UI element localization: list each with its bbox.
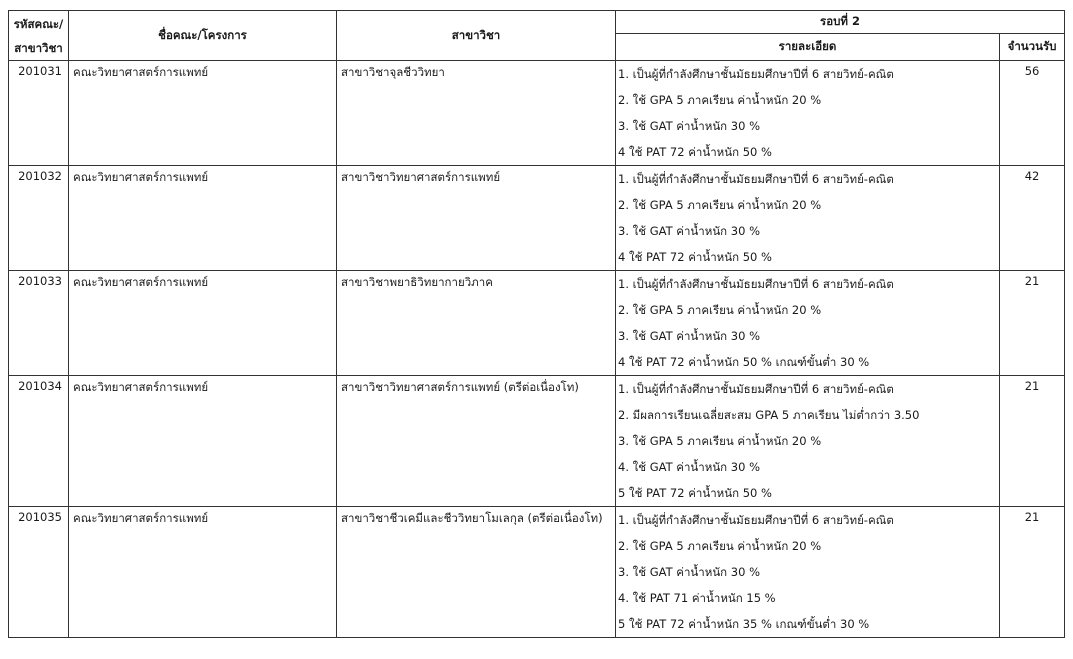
header-code-label: รหัสคณะ/ สาขาวิชา	[13, 16, 64, 55]
detail-line: 3. ใช้ GAT ค่าน้ำหนัก 30 %	[618, 224, 761, 238]
table-row	[9, 507, 1065, 638]
row-details	[616, 61, 1000, 166]
row-major: สาขาวิชาชีวเคมีและชีววิทยาโมเลกุล (ตรีต่อเนื่องโท)	[337, 507, 616, 638]
header-faculty	[69, 11, 337, 61]
row-major: สาขาวิชาวิทยาศาสตร์การแพทย์ (ตรีต่อเนื่องโท)	[337, 376, 616, 507]
detail-line: 4 ใช้ PAT 72 ค่าน้ำหนัก 50 %	[618, 145, 772, 159]
row-code: 201031	[9, 61, 69, 166]
detail-line: 1. เป็นผู้ที่กำลังศึกษาชั้นมัธยมศึกษาปีที่ 6 สายวิทย์-คณิต	[618, 513, 894, 527]
row-quota: 21	[1000, 271, 1065, 376]
detail-line: 1. เป็นผู้ที่กำลังศึกษาชั้นมัธยมศึกษาปีที่ 6 สายวิทย์-คณิต	[618, 382, 894, 396]
header-round-label: รอบที่ 2	[820, 14, 860, 28]
row-faculty: คณะวิทยาศาสตร์การแพทย์	[69, 271, 337, 376]
table-header	[9, 11, 1065, 61]
row-quota: 21	[1000, 507, 1065, 638]
header-major	[337, 11, 616, 61]
detail-line: 2. มีผลการเรียนเฉลี่ยสะสม GPA 5 ภาคเรียน ไม่ต่ำกว่า 3.50	[618, 408, 920, 422]
header-round	[616, 11, 1065, 34]
header-major-label: สาขาวิชา	[451, 27, 501, 42]
row-major: สาขาวิชาวิทยาศาสตร์การแพทย์	[337, 166, 616, 271]
row-quota: 21	[1000, 376, 1065, 507]
detail-line: 4 ใช้ PAT 72 ค่าน้ำหนัก 50 %	[618, 250, 772, 264]
table-row	[9, 376, 1065, 507]
detail-line: 2. ใช้ GPA 5 ภาคเรียน ค่าน้ำหนัก 20 %	[618, 198, 822, 212]
row-code: 201034	[9, 376, 69, 507]
header-faculty-label: ชื่อคณะ/โครงการ	[158, 27, 247, 42]
detail-line: 1. เป็นผู้ที่กำลังศึกษาชั้นมัธยมศึกษาปีที่ 6 สายวิทย์-คณิต	[618, 277, 894, 291]
row-faculty: คณะวิทยาศาสตร์การแพทย์	[69, 507, 337, 638]
detail-line: 5 ใช้ PAT 72 ค่าน้ำหนัก 50 %	[618, 486, 772, 500]
header-quota-label: จำนวนรับ	[1007, 39, 1057, 53]
row-details	[616, 376, 1000, 507]
admission-table	[8, 10, 1065, 638]
table-row	[9, 61, 1065, 166]
header-detail	[616, 34, 1000, 61]
header-quota	[1000, 34, 1065, 61]
row-code: 201035	[9, 507, 69, 638]
row-major: สาขาวิชาจุลชีววิทยา	[337, 61, 616, 166]
detail-line: 2. ใช้ GPA 5 ภาคเรียน ค่าน้ำหนัก 20 %	[618, 539, 822, 553]
row-code: 201032	[9, 166, 69, 271]
detail-line: 1. เป็นผู้ที่กำลังศึกษาชั้นมัธยมศึกษาปีที่ 6 สายวิทย์-คณิต	[618, 172, 894, 186]
row-details	[616, 507, 1000, 638]
detail-line: 3. ใช้ GAT ค่าน้ำหนัก 30 %	[618, 565, 761, 579]
row-faculty: คณะวิทยาศาสตร์การแพทย์	[69, 166, 337, 271]
detail-line: 2. ใช้ GPA 5 ภาคเรียน ค่าน้ำหนัก 20 %	[618, 303, 822, 317]
table-body	[9, 61, 1065, 638]
detail-line: 3. ใช้ GAT ค่าน้ำหนัก 30 %	[618, 329, 761, 343]
header-detail-label: รายละเอียด	[778, 39, 837, 53]
detail-line: 4 ใช้ PAT 72 ค่าน้ำหนัก 50 % เกณฑ์ขั้นต่ำ 30 %	[618, 355, 870, 369]
detail-line: 4. ใช้ GAT ค่าน้ำหนัก 30 %	[618, 460, 761, 474]
row-faculty: คณะวิทยาศาสตร์การแพทย์	[69, 376, 337, 507]
detail-line: 2. ใช้ GPA 5 ภาคเรียน ค่าน้ำหนัก 20 %	[618, 93, 822, 107]
table-row	[9, 271, 1065, 376]
detail-line: 1. เป็นผู้ที่กำลังศึกษาชั้นมัธยมศึกษาปีที่ 6 สายวิทย์-คณิต	[618, 67, 894, 81]
detail-line: 4. ใช้ PAT 71 ค่าน้ำหนัก 15 %	[618, 591, 776, 605]
row-major: สาขาวิชาพยาธิวิทยากายวิภาค	[337, 271, 616, 376]
row-details	[616, 166, 1000, 271]
row-details	[616, 271, 1000, 376]
detail-line: 3. ใช้ GAT ค่าน้ำหนัก 30 %	[618, 119, 761, 133]
header-code	[9, 11, 69, 61]
table-row	[9, 166, 1065, 271]
detail-line: 3. ใช้ GPA 5 ภาคเรียน ค่าน้ำหนัก 20 %	[618, 434, 822, 448]
row-code: 201033	[9, 271, 69, 376]
row-quota: 56	[1000, 61, 1065, 166]
detail-line: 5 ใช้ PAT 72 ค่าน้ำหนัก 35 % เกณฑ์ขั้นต่ำ 30 %	[618, 617, 870, 631]
row-faculty: คณะวิทยาศาสตร์การแพทย์	[69, 61, 337, 166]
row-quota: 42	[1000, 166, 1065, 271]
